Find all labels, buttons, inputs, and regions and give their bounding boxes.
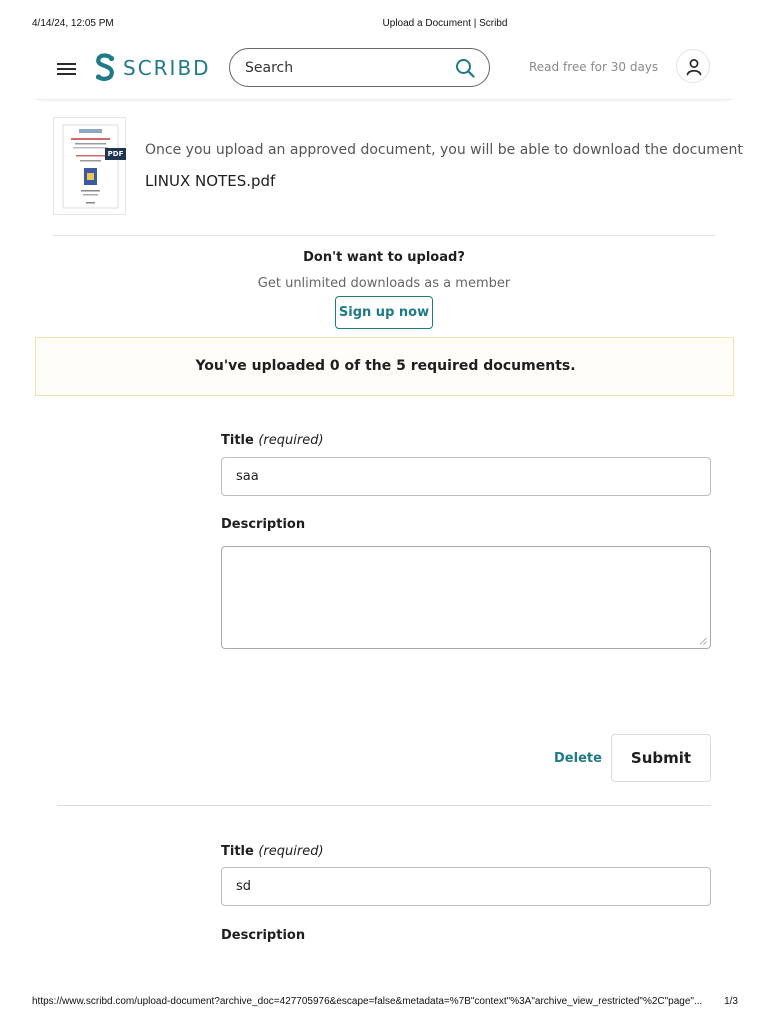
pdf-badge: PDF [105,148,126,160]
print-date: 4/14/24, 12:05 PM [32,18,114,29]
scribd-logo[interactable] [93,51,211,85]
upsell-subtitle: Get unlimited downloads as a member [257,276,511,291]
logo-wordmark: SCRIBD [123,56,211,80]
document-thumbnail [53,117,126,215]
upload-progress-notice [35,337,734,396]
search-input[interactable] [245,58,445,78]
description-textarea[interactable] [221,546,711,649]
print-page-count: 1/3 [724,996,738,1007]
description-label: Description [221,928,306,943]
title-label [221,433,324,448]
section-divider [53,235,715,236]
search-icon[interactable] [455,58,475,78]
title-label-text: Title [221,433,254,448]
print-header [0,18,768,32]
print-footer [0,996,768,1010]
description-label: Description [221,517,306,532]
scribd-logo-icon [93,53,117,83]
title-label-text: Title [221,844,254,859]
account-button[interactable] [676,49,710,83]
title-label [221,844,324,859]
upsell-title: Don't want to upload? [303,250,465,265]
read-free-link[interactable]: Read free for 30 days [529,60,659,74]
form-divider [57,805,711,806]
top-navigation [36,44,732,100]
document-filename: LINUX NOTES.pdf [145,172,276,190]
delete-button[interactable]: Delete [554,751,602,766]
title-input[interactable] [221,867,711,906]
resize-handle-icon[interactable] [699,637,707,645]
search-bar[interactable] [229,48,490,87]
required-marker: (required) [258,433,324,448]
user-icon [685,58,703,76]
document-preview-image [54,118,127,216]
title-input[interactable] [221,457,711,496]
required-marker: (required) [258,844,324,859]
document-row [53,117,743,217]
hamburger-menu-icon[interactable] [56,60,78,78]
download-info-text: Once you upload an approved document, you will be able to download the document [145,142,743,158]
upload-progress-text: You've uploaded 0 of the 5 required documents. [195,358,576,374]
sign-up-button[interactable]: Sign up now [335,296,433,329]
print-url: https://www.scribd.com/upload-document?archive_doc=427705976&escape=false&metadata=%7B"context"%3A"archive_view_restricted"%2C"page"... [32,996,703,1007]
print-page-title: Upload a Document | Scribd [382,18,508,29]
submit-button[interactable]: Submit [611,734,711,782]
